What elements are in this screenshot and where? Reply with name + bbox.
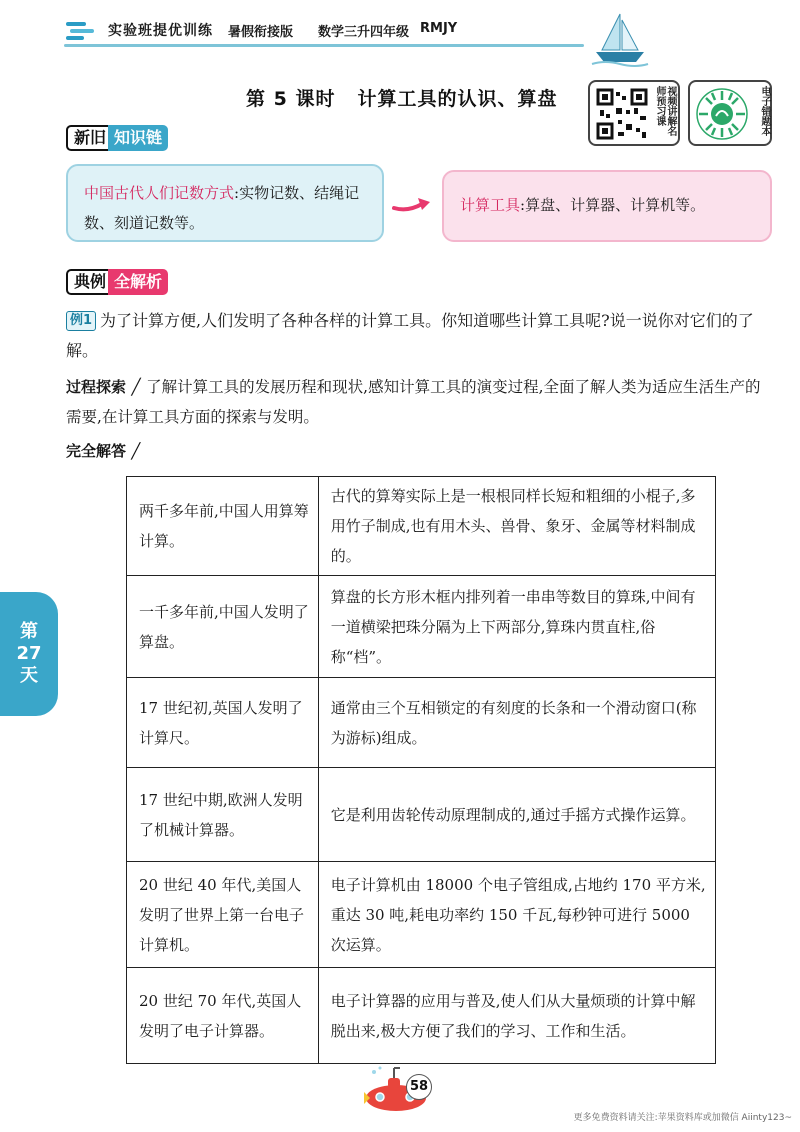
example-question — [66, 306, 772, 366]
example-badge: 例1 — [66, 311, 96, 331]
day-side-tab — [0, 592, 58, 716]
table-row — [127, 768, 716, 862]
page-number: 58 — [406, 1074, 432, 1100]
calculation-tools-table — [126, 476, 716, 1064]
knowledge-box-left — [66, 164, 384, 242]
table-row — [127, 477, 716, 576]
knowledge-right-text: :算盘、计算器、计算机等。 — [520, 196, 706, 214]
lesson-title — [246, 84, 557, 111]
lesson-name: 计算工具的认识、算盘 — [357, 88, 558, 110]
lesson-number: 第 5 课时 — [246, 88, 336, 110]
example-tag-dark: 典例 — [66, 269, 108, 295]
example-tag-color: 全解析 — [108, 269, 168, 295]
table-cell-time: 17 世纪初,英国人发明了计算尺。 — [127, 678, 319, 768]
knowledge-left-key: 中国古代人们记数方式 — [84, 184, 235, 202]
table-cell-time: 17 世纪中期,欧洲人发明了机械计算器。 — [127, 768, 319, 862]
table-cell-time: 两千多年前,中国人用算筹计算。 — [127, 477, 319, 576]
table-cell-desc: 它是利用齿轮传动原理制成的,通过手摇方式操作运算。 — [318, 768, 715, 862]
knowledge-section-tag — [66, 124, 168, 152]
video-qr-card[interactable] — [588, 80, 680, 146]
example-question-text: 为了计算方便,人们发明了各种各样的计算工具。你知道哪些计算工具呢?说一说你对它们的了解。 — [66, 311, 754, 360]
table-cell-time: 一千多年前,中国人发明了算盘。 — [127, 576, 319, 678]
table-row — [127, 968, 716, 1064]
series-title: 实验班提优训练 — [108, 23, 213, 39]
table-cell-desc: 通常由三个互相锁定的有刻度的长条和一个滑动窗口(称为游标)组成。 — [318, 678, 715, 768]
publisher-label: RMJY — [420, 21, 458, 36]
day-tab-line2: 27 — [16, 643, 42, 664]
answer-label: 完全解答 ╱ — [66, 442, 141, 460]
table-cell-desc: 算盘的长方形木框内排列着一串串等数目的算珠,中间有一道横梁把珠分隔为上下两部分,算珠内贯直柱,俗称“档”。 — [318, 576, 715, 678]
table-cell-desc: 电子计算机由 18000 个电子管组成,占地约 170 平方米,重达 30 吨,耗电功率约 150 千瓦,每秒钟可进行 5000 次运算。 — [318, 862, 715, 968]
answer-label-text: 完全解答 — [66, 442, 127, 460]
knowledge-left-text: :实物记数、结绳记数、刻道记数等。 — [84, 184, 360, 232]
video-qr-label: 视频讲解名师预习课 — [654, 86, 676, 136]
process-text: 了解计算工具的发展历程和现状,感知计算工具的演变过程,全面了解人类为适应生活生产的需要,在计算工具方面的探索与发明。 — [66, 378, 761, 426]
sailboat-icon — [590, 10, 650, 68]
table-row — [127, 862, 716, 968]
knowledge-right-key: 计算工具 — [460, 196, 521, 214]
table-cell-time: 20 世纪 70 年代,英国人发明了电子计算器。 — [127, 968, 319, 1064]
footer-note: 更多免费资料请关注:苹果资料库或加微信 Aiinty123~ — [573, 1113, 792, 1123]
page-header — [0, 0, 800, 70]
day-tab-line3: 天 — [20, 665, 38, 686]
table-row — [127, 576, 716, 678]
process-label: 过程探索 — [66, 378, 127, 396]
header-divider — [64, 44, 584, 47]
knowledge-tag-color: 知识链 — [108, 125, 168, 151]
table-cell-time: 20 世纪 40 年代,美国人发明了世界上第一台电子计算机。 — [127, 862, 319, 968]
qr-code-icon — [596, 88, 648, 140]
table-cell-desc: 古代的算筹实际上是一根根同样长短和粗细的小棍子,多用竹子制成,也有用木头、兽骨、象牙、金属等材料制成的。 — [318, 477, 715, 576]
arrow-right-icon — [390, 192, 436, 216]
edition-label: 暑假衔接版 — [228, 25, 294, 40]
example-section-tag — [66, 268, 168, 296]
mini-program-code-icon — [696, 88, 748, 140]
knowledge-tag-dark: 新旧 — [66, 125, 108, 151]
wrongbook-qr-label: 电子错题本 — [759, 86, 770, 136]
process-explore: 过程探索 ╱ 了解计算工具的发展历程和现状,感知计算工具的演变过程,全面了解人类为适应生活生产的需要,在计算工具方面的探索与发明。 — [66, 378, 761, 426]
table-cell-desc: 电子计算器的应用与普及,使人们从大量烦琐的计算中解脱出来,极大方便了我们的学习、工作和生活。 — [318, 968, 715, 1064]
book-logo-icon — [64, 16, 104, 46]
wrongbook-qr-card[interactable] — [688, 80, 772, 146]
table-row — [127, 678, 716, 768]
submarine-icon — [360, 1064, 450, 1116]
subject-label: 数学三升四年级 — [318, 25, 410, 40]
knowledge-box-right — [442, 170, 772, 242]
day-tab-line1: 第 — [20, 621, 38, 642]
